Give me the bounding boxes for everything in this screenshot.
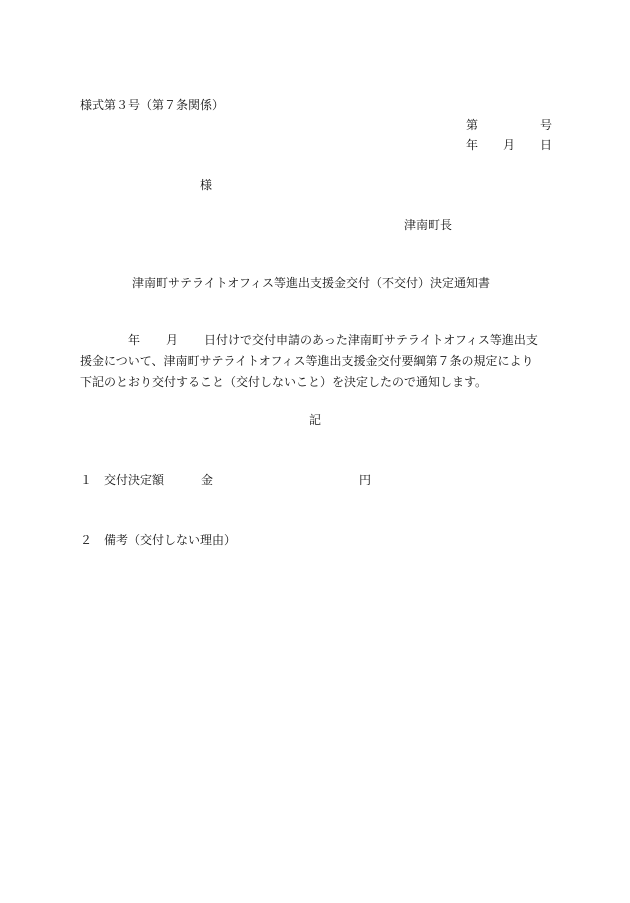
body-line-2: 援金について、津南町サテライトオフィス等進出支援金交付要綱第７条の規定により: [80, 354, 534, 368]
date-year: 年: [466, 138, 479, 152]
item-label: 備考（交付しない理由）: [104, 533, 237, 547]
item-number: １: [80, 473, 93, 487]
body-line-3: 下記のとおり交付すること（交付しないこと）を決定したので通知します。: [80, 375, 488, 389]
addressee-honorific: 様: [200, 178, 213, 192]
document-body: [80, 330, 552, 393]
body-line-1-text: 日付けで交付申請のあった津南町サテライトオフィス等進出支: [204, 333, 538, 347]
date-day: 日: [539, 138, 552, 152]
date-month: 月: [502, 138, 515, 152]
body-month: 月: [166, 333, 179, 347]
form-id: 様式第３号（第７条関係）: [80, 98, 225, 112]
issue-date: [466, 138, 552, 152]
ki-heading: 記: [309, 413, 322, 427]
item-number: ２: [80, 533, 93, 547]
item-label: 交付決定額: [104, 473, 165, 487]
item-grant-amount: [80, 473, 371, 487]
document-number: [466, 118, 552, 132]
document-title: 津南町サテライトオフィス等進出支援金交付（不交付）決定通知書: [132, 276, 490, 290]
body-year: 年: [128, 333, 141, 347]
number-prefix: 第: [466, 118, 479, 132]
number-suffix: 号: [539, 118, 552, 132]
body-line-1: [80, 330, 552, 351]
sender-name: 津南町長: [404, 218, 453, 232]
currency-prefix: 金: [201, 473, 214, 487]
currency-suffix: 円: [359, 473, 372, 487]
item-remarks: [80, 533, 236, 547]
